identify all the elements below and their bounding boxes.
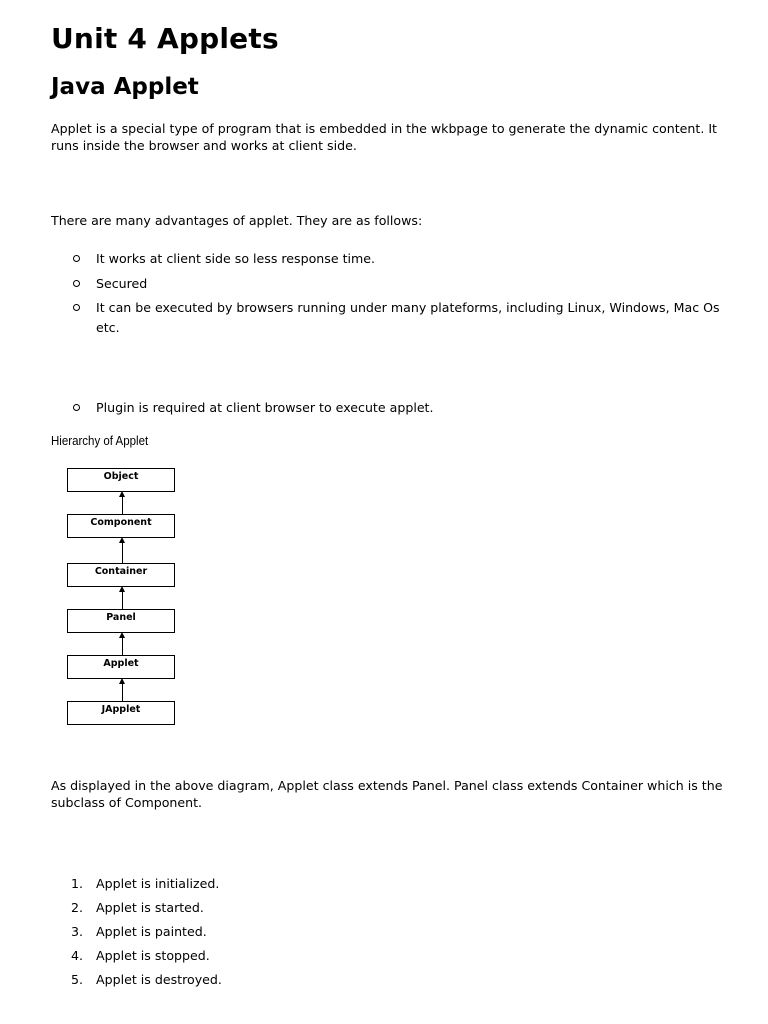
arrow-line (122, 495, 123, 514)
arrow-line (122, 541, 123, 563)
intro-paragraph: Applet is a special type of program that is embedded in the wkbpage to generate the dynamic content. It runs inside the browser and works at client side. (51, 121, 717, 153)
hierarchy-box-japplet: JApplet (67, 701, 175, 725)
bullet-icon (73, 404, 80, 411)
advantages-intro: There are many advantages of applet. They are as follows: (51, 213, 423, 228)
hierarchy-box-panel: Panel (67, 609, 175, 633)
section-heading: Java Applet (51, 74, 199, 100)
hierarchy-box-component: Component (67, 514, 175, 538)
arrow-line (122, 636, 123, 655)
hierarchy-explanation: As displayed in the above diagram, Applet class extends Panel. Panel class extends Container which is the subclass of Component. (51, 778, 723, 810)
hierarchy-box-object: Object (67, 468, 175, 492)
bullet-icon (73, 280, 80, 287)
hierarchy-caption: Hierarchy of Applet (51, 434, 149, 448)
hierarchy-box-container: Container (67, 563, 175, 587)
arrow-line (122, 682, 123, 701)
bullet-icon (73, 304, 80, 311)
hierarchy-box-applet: Applet (67, 655, 175, 679)
arrow-line (122, 590, 123, 609)
bullet-icon (73, 255, 80, 262)
page-title: Unit 4 Applets (51, 22, 279, 55)
hierarchy-diagram (67, 466, 177, 728)
